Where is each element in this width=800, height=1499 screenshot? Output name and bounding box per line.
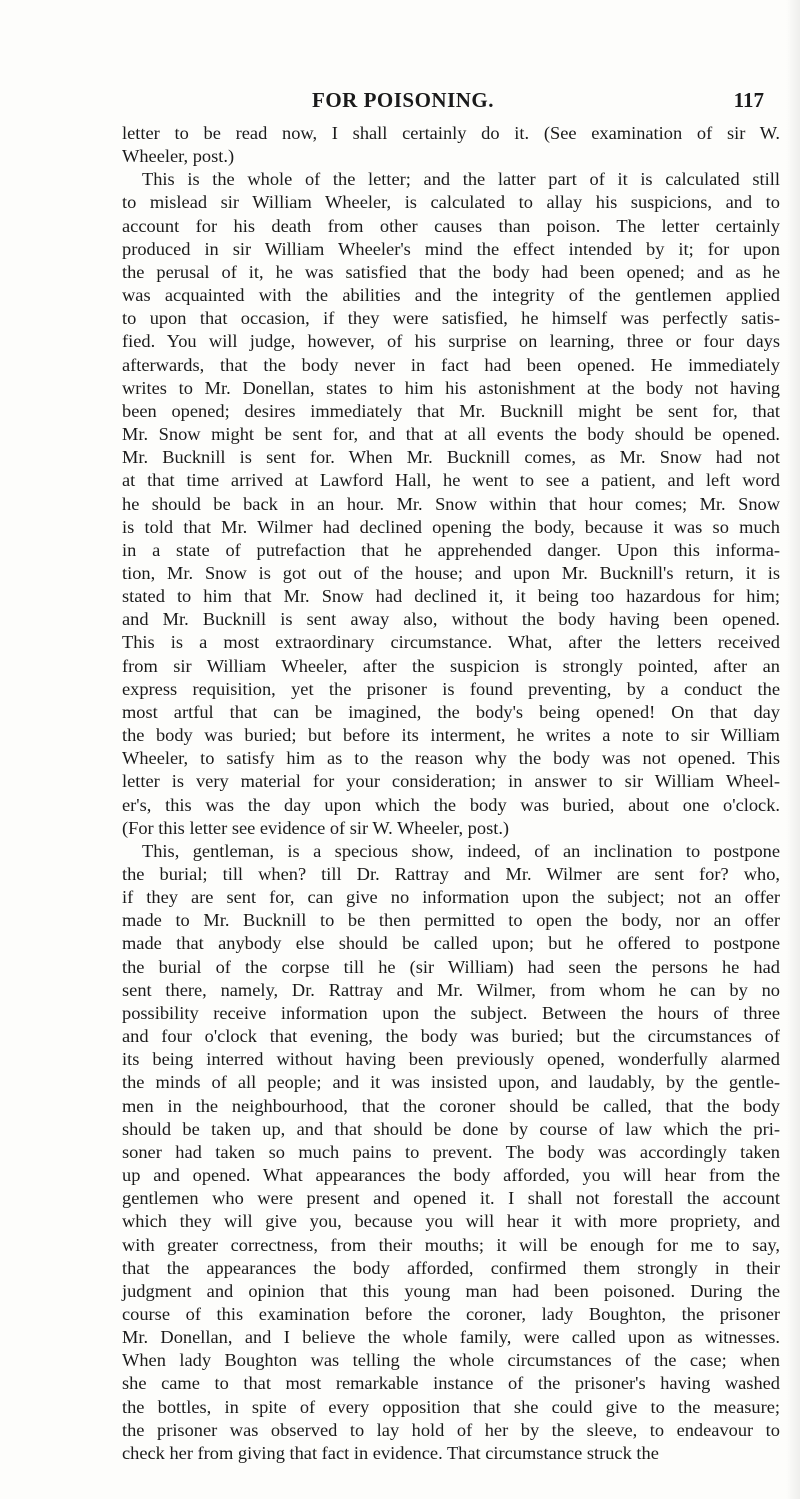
text-line: at that time arrived at Lawford Hall, he went to see a patient, and left word [122,470,780,491]
text-line: should be taken up, and that should be done by course of law which the pri- [122,1118,780,1139]
text-line: with greater correctness, from their mouths; it will be enough for me to say, [122,1234,780,1255]
text-line: account for his death from other causes than poison. The letter certainly [122,215,780,236]
text-line: (For this letter see evidence of sir W. Wheeler, post.) [122,817,510,838]
text-line: letter to be read now, I shall certainly do it. (See examination of sir W. [122,123,780,143]
text-line: Wheeler, to satisfy him as to the reason why the body was not opened. This [122,748,780,769]
text-line: writes to Mr. Donellan, states to him his astonishment at the body not having [122,377,780,398]
text-line: Mr. Donellan, and I believe the whole family, were called upon as witnesses. [122,1327,780,1348]
text-line: check her from giving that fact in evidence. That circumstance struck the [122,1442,659,1463]
page-number: 117 [733,88,764,112]
text-line: sent there, namely, Dr. Rattray and Mr. Wilmer, from whom he can by no [122,979,780,1000]
text-line: is told that Mr. Wilmer had declined opening the body, because it was so much [122,516,780,537]
text-line: he should be back in an hour. Mr. Snow within that hour comes; Mr. Snow [122,493,780,514]
text-line: tion, Mr. Snow is got out of the house; and upon Mr. Bucknill's return, it is [122,562,780,583]
text-line: most artful that can be imagined, the body's being opened! On that day [122,701,780,722]
text-line: express requisition, yet the prisoner is found preventing, by a conduct the [122,678,780,699]
text-line: its being interred without having been previously opened, wonderfully alarmed [122,1049,780,1070]
text-line: she came to that most remarkable instance of the prisoner's having washed [122,1373,780,1394]
text-line: and Mr. Bucknill is sent away also, without the body having been opened. [122,609,780,630]
text-line: possibility receive information upon the subject. Between the hours of three [122,1002,780,1023]
text-line: the burial; till when? till Dr. Rattray and Mr. Wilmer are sent for? who, [122,864,780,884]
text-line: if they are sent for, can give no information upon the subject; not an offer [122,887,780,908]
text-line: the prisoner was observed to lay hold of her by the sleeve, to endeavour to [122,1419,780,1440]
running-head [112,88,772,114]
text-line: afterwards, that the body never in fact had been opened. He immediately [122,354,780,375]
text-line: men in the neighbourhood, that the coroner should be called, that the body [122,1095,780,1116]
text-line: course of this examination before the coroner, lady Boughton, the prisoner [122,1303,780,1324]
text-line: made that anybody else should be called upon; but he offered to postpone [122,933,780,954]
text-line: up and opened. What appearances the body afforded, you will hear from the [122,1165,780,1186]
text-line: and four o'clock that evening, the body was buried; but the circumstances of [122,1026,780,1047]
text-line: stated to him that Mr. Snow had declined it, it being too hazardous for him; [122,586,780,607]
text-line: Wheeler, post.) [122,146,235,167]
text-line: judgment and opinion that this young man had been poisoned. During the [122,1280,780,1301]
text-line: This is the whole of the letter; and the latter part of it is calculated still [142,169,780,190]
text-line: was acquainted with the abilities and the integrity of the gentlemen applied [122,285,780,306]
text-line: gentlemen who were present and opened it. I shall not forestall the account [122,1188,780,1209]
text-line: from sir William Wheeler, after the suspicion is strongly pointed, after an [122,655,780,676]
text-line: the body was buried; but before its interment, he writes a note to sir William [122,725,780,746]
text-line: fied. You will judge, however, of his surprise on learning, three or four days [122,331,780,352]
running-head-title: FOR POISONING. [312,88,495,112]
text-line: soner had taken so much pains to prevent. The body was accordingly taken [122,1141,780,1162]
page-edge-shadow [786,0,800,1499]
text-line: the bottles, in spite of every opposition that she could give to the measure; [122,1396,780,1417]
body-text [122,122,780,1465]
text-line: in a state of putrefaction that he apprehended danger. Upon this informa- [122,539,780,560]
text-line: This is a most extraordinary circumstance. What, after the letters received [122,632,780,653]
text-line: the perusal of it, he was satisfied that the body had been opened; and as he [122,261,780,282]
text-line: produced in sir William Wheeler's mind the effect intended by it; for upon [122,238,780,259]
text-line: letter is very material for your consideration; in answer to sir William Wheel- [122,771,780,792]
text-line: been opened; desires immediately that Mr. Bucknill might be sent for, that [122,400,780,421]
text-line: made to Mr. Bucknill to be then permitted to open the body, nor an offer [122,910,780,931]
text-line: the minds of all people; and it was insisted upon, and laudably, by the gentle- [122,1072,780,1093]
text-line: to upon that occasion, if they were satisfied, he himself was perfectly satis- [122,308,780,329]
text-line: that the appearances the body afforded, confirmed them strongly in their [122,1257,780,1278]
text-line: Mr. Bucknill is sent for. When Mr. Bucknill comes, as Mr. Snow had not [122,447,780,468]
text-line: When lady Boughton was telling the whole circumstances of the case; when [122,1350,780,1371]
text-line: This, gentleman, is a specious show, indeed, of an inclination to postpone [142,840,780,861]
text-line: Mr. Snow might be sent for, and that at all events the body should be opened. [122,424,780,445]
text-line: er's, this was the day upon which the body was buried, about one o'clock. [122,794,780,815]
text-line: the burial of the corpse till he (sir William) had seen the persons he had [122,956,780,977]
text-line: which they will give you, because you will hear it with more propriety, and [122,1211,780,1232]
text-line: to mislead sir William Wheeler, is calculated to allay his suspicions, and to [122,192,780,213]
